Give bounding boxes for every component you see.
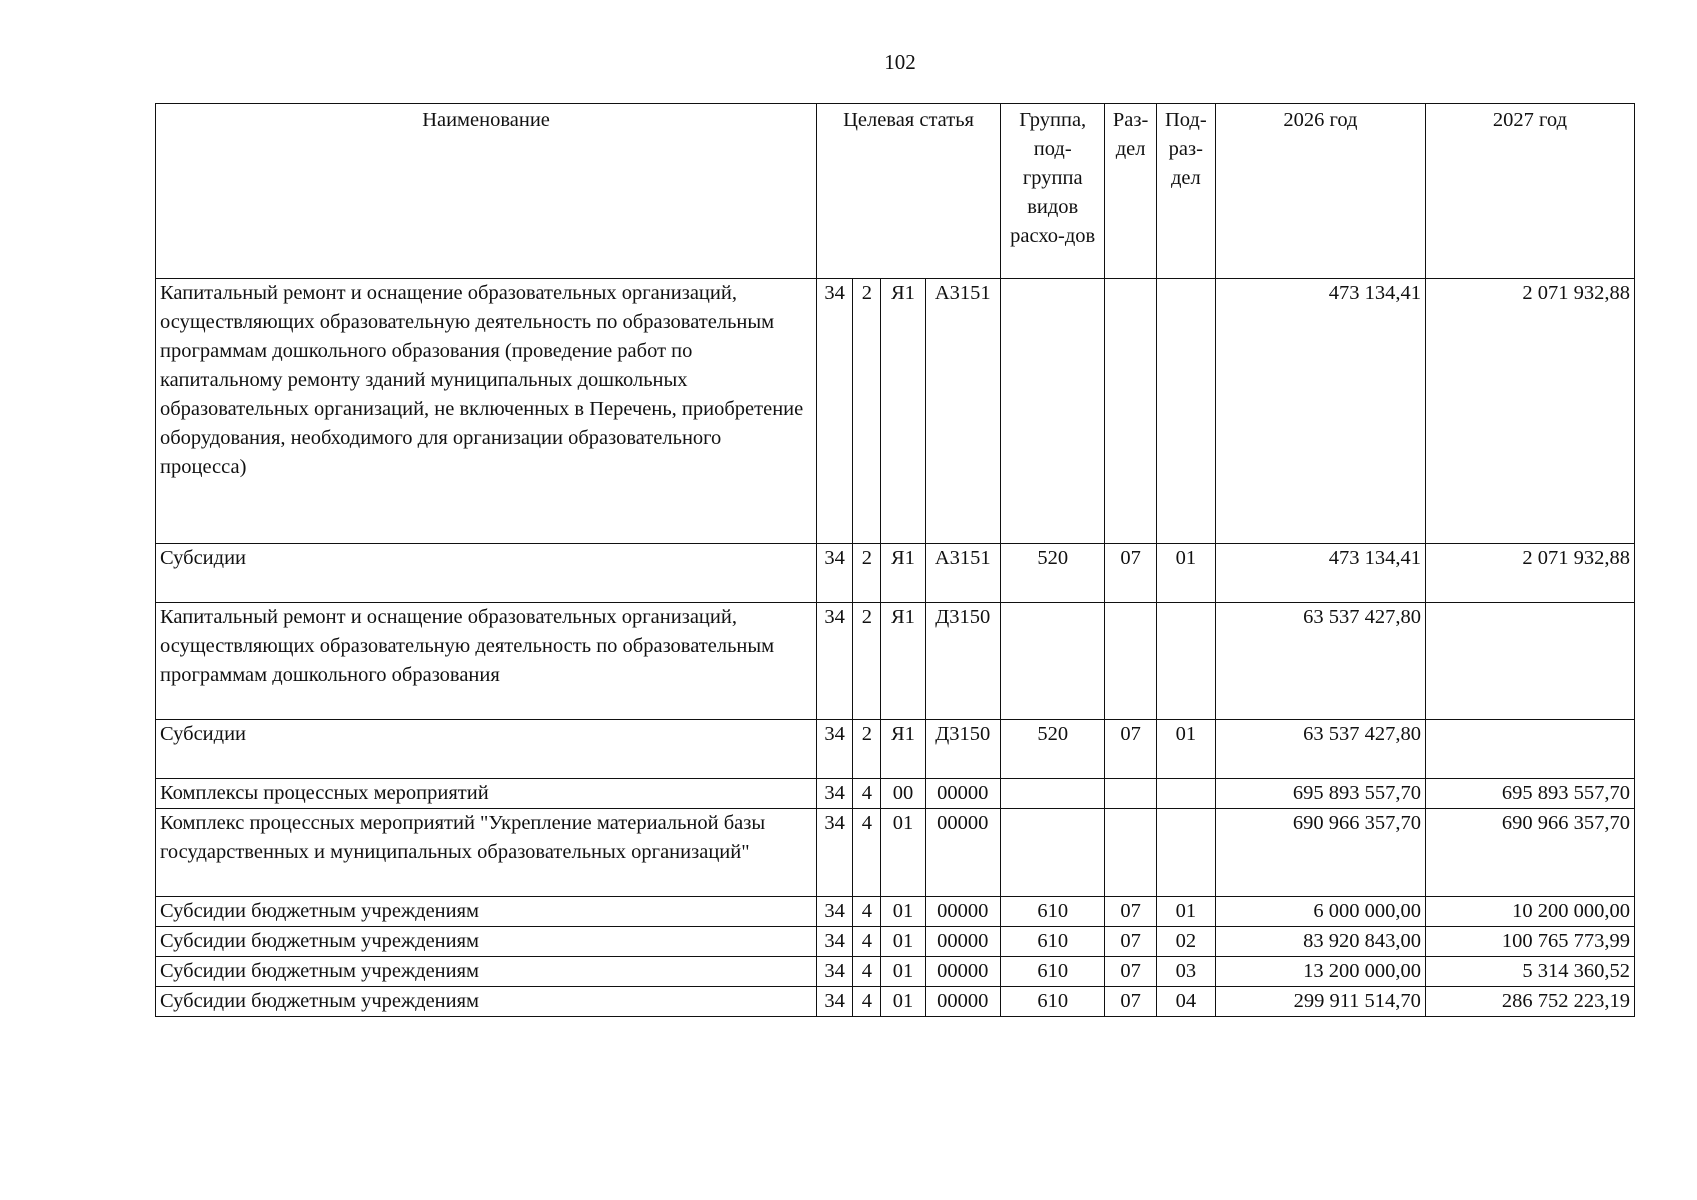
table-row	[156, 987, 1635, 1017]
table-row	[156, 927, 1635, 957]
section	[1105, 779, 1156, 809]
code-program: 34	[817, 779, 853, 809]
code-direction: 00000	[925, 957, 1000, 987]
amount-2027: 2 071 932,88	[1425, 279, 1634, 544]
code-type: 2	[853, 544, 881, 603]
expense-group: 520	[1000, 720, 1104, 779]
expense-group	[1000, 779, 1104, 809]
code-program: 34	[817, 957, 853, 987]
row-name: Субсидии бюджетным учреждениям	[156, 957, 817, 987]
code-project: Я1	[881, 720, 925, 779]
subsection: 01	[1156, 544, 1215, 603]
code-direction: Д3150	[925, 603, 1000, 720]
col-header-target-article: Целевая статья	[817, 104, 1001, 279]
row-name: Комплекс процессных мероприятий "Укрепление материальной базы государственных и муниципальных образовательных организаций"	[156, 809, 817, 897]
section: 07	[1105, 987, 1156, 1017]
code-program: 34	[817, 603, 853, 720]
subsection: 01	[1156, 720, 1215, 779]
subsection: 04	[1156, 987, 1215, 1017]
code-type: 4	[853, 927, 881, 957]
section	[1105, 279, 1156, 544]
expense-group	[1000, 809, 1104, 897]
table-row	[156, 544, 1635, 603]
expense-group: 610	[1000, 897, 1104, 927]
code-direction: 00000	[925, 897, 1000, 927]
row-name: Субсидии бюджетным учреждениям	[156, 897, 817, 927]
code-project: 01	[881, 957, 925, 987]
code-program: 34	[817, 897, 853, 927]
code-direction: А3151	[925, 279, 1000, 544]
code-type: 4	[853, 957, 881, 987]
col-header-2027: 2027 год	[1425, 104, 1634, 279]
row-name: Капитальный ремонт и оснащение образовательных организаций, осуществляющих образовательную деятельность по образовательным программам дошкольного образования	[156, 603, 817, 720]
amount-2026: 690 966 357,70	[1215, 809, 1425, 897]
code-project: Я1	[881, 279, 925, 544]
subsection: 01	[1156, 897, 1215, 927]
expense-group: 610	[1000, 927, 1104, 957]
table-row	[156, 809, 1635, 897]
expense-group: 610	[1000, 957, 1104, 987]
code-program: 34	[817, 544, 853, 603]
code-type: 2	[853, 279, 881, 544]
code-direction: 00000	[925, 809, 1000, 897]
code-project: 01	[881, 987, 925, 1017]
code-direction: А3151	[925, 544, 1000, 603]
amount-2027: 690 966 357,70	[1425, 809, 1634, 897]
code-project: Я1	[881, 544, 925, 603]
section: 07	[1105, 927, 1156, 957]
code-project: 00	[881, 779, 925, 809]
row-name: Субсидии бюджетным учреждениям	[156, 927, 817, 957]
col-header-name: Наименование	[156, 104, 817, 279]
amount-2027: 100 765 773,99	[1425, 927, 1634, 957]
table-row	[156, 720, 1635, 779]
code-type: 4	[853, 779, 881, 809]
table-row	[156, 603, 1635, 720]
amount-2026: 695 893 557,70	[1215, 779, 1425, 809]
code-direction: 00000	[925, 927, 1000, 957]
amount-2026: 473 134,41	[1215, 544, 1425, 603]
table-row	[156, 279, 1635, 544]
code-program: 34	[817, 927, 853, 957]
amount-2027: 5 314 360,52	[1425, 957, 1634, 987]
code-project: 01	[881, 927, 925, 957]
table-row	[156, 897, 1635, 927]
row-name: Капитальный ремонт и оснащение образовательных организаций, осуществляющих образовательную деятельность по образовательным программам дошкольного образования (проведение работ по капитальному ремонту зданий муниципальных дошкольных образовательных организаций, не включенных в Перечень, приобретение оборудования, необходимого для организации образовательного процесса)	[156, 279, 817, 544]
col-header-group: Группа, под-группа видов расхо-дов	[1000, 104, 1104, 279]
code-project: 01	[881, 809, 925, 897]
code-program: 34	[817, 809, 853, 897]
code-type: 4	[853, 897, 881, 927]
col-header-subsection: Под-раз-дел	[1156, 104, 1215, 279]
amount-2026: 63 537 427,80	[1215, 603, 1425, 720]
amount-2027: 10 200 000,00	[1425, 897, 1634, 927]
code-type: 2	[853, 720, 881, 779]
row-name: Субсидии	[156, 544, 817, 603]
subsection	[1156, 279, 1215, 544]
code-type: 4	[853, 987, 881, 1017]
amount-2026: 83 920 843,00	[1215, 927, 1425, 957]
subsection: 03	[1156, 957, 1215, 987]
page-number: 102	[884, 50, 916, 74]
expense-group: 610	[1000, 987, 1104, 1017]
amount-2026: 63 537 427,80	[1215, 720, 1425, 779]
code-program: 34	[817, 720, 853, 779]
section	[1105, 603, 1156, 720]
table-row	[156, 957, 1635, 987]
code-direction: 00000	[925, 779, 1000, 809]
code-project: 01	[881, 897, 925, 927]
code-direction: 00000	[925, 987, 1000, 1017]
section: 07	[1105, 897, 1156, 927]
amount-2026: 299 911 514,70	[1215, 987, 1425, 1017]
amount-2027: 2 071 932,88	[1425, 544, 1634, 603]
code-program: 34	[817, 279, 853, 544]
row-name: Субсидии бюджетным учреждениям	[156, 987, 817, 1017]
amount-2026: 13 200 000,00	[1215, 957, 1425, 987]
row-name: Комплексы процессных мероприятий	[156, 779, 817, 809]
section: 07	[1105, 720, 1156, 779]
col-header-section: Раз-дел	[1105, 104, 1156, 279]
row-name: Субсидии	[156, 720, 817, 779]
expense-group	[1000, 279, 1104, 544]
amount-2026: 6 000 000,00	[1215, 897, 1425, 927]
table-row	[156, 779, 1635, 809]
section: 07	[1105, 544, 1156, 603]
code-type: 2	[853, 603, 881, 720]
amount-2027	[1425, 720, 1634, 779]
code-direction: Д3150	[925, 720, 1000, 779]
code-program: 34	[817, 987, 853, 1017]
subsection	[1156, 779, 1215, 809]
code-project: Я1	[881, 603, 925, 720]
amount-2027: 286 752 223,19	[1425, 987, 1634, 1017]
amount-2026: 473 134,41	[1215, 279, 1425, 544]
header-row	[156, 104, 1635, 279]
section: 07	[1105, 957, 1156, 987]
subsection	[1156, 809, 1215, 897]
expense-group: 520	[1000, 544, 1104, 603]
code-type: 4	[853, 809, 881, 897]
subsection	[1156, 603, 1215, 720]
amount-2027	[1425, 603, 1634, 720]
expense-group	[1000, 603, 1104, 720]
amount-2027: 695 893 557,70	[1425, 779, 1634, 809]
budget-table	[155, 103, 1635, 1017]
subsection: 02	[1156, 927, 1215, 957]
section	[1105, 809, 1156, 897]
col-header-2026: 2026 год	[1215, 104, 1425, 279]
